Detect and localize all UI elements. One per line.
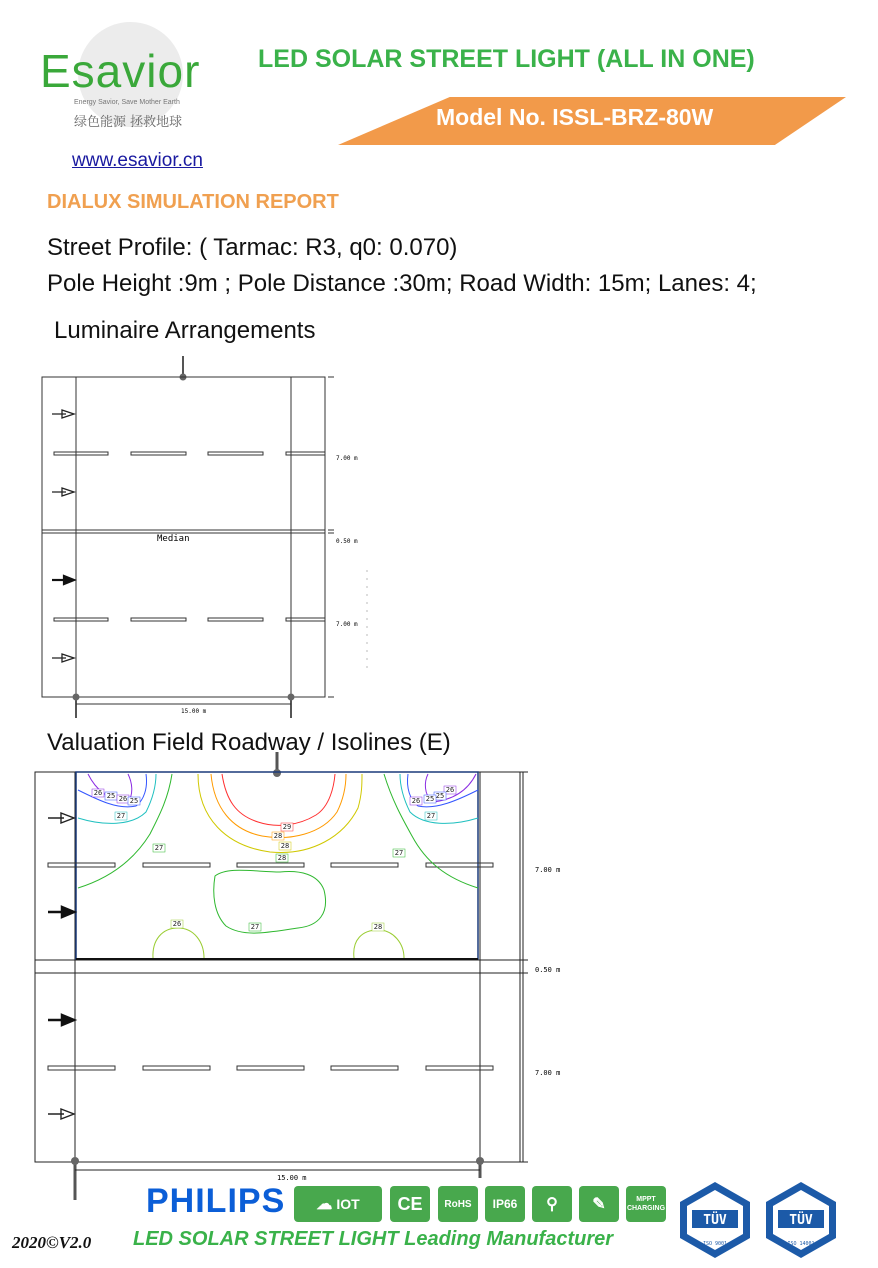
svg-text:ISO 14001: ISO 14001 bbox=[787, 1241, 815, 1247]
company-logo: Esavior bbox=[40, 45, 201, 97]
isoline-label: 26 bbox=[172, 920, 182, 928]
isoline-label: 26 bbox=[445, 786, 455, 794]
dim-width: 15.00 m bbox=[277, 1174, 307, 1182]
arrangement-heading: Luminaire Arrangements bbox=[54, 317, 316, 344]
model-number: Model No. ISSL-BRZ-80W bbox=[436, 104, 714, 130]
isoline-label: 28 bbox=[280, 842, 290, 850]
dim-lane-top: 7.00 m bbox=[336, 455, 358, 462]
direction-arrow-bold-icon bbox=[48, 907, 74, 1025]
isoline-label: 28 bbox=[277, 854, 287, 862]
isoline-label: 27 bbox=[250, 923, 260, 931]
isoline-label: 27 bbox=[154, 844, 164, 852]
dim-lane-top: 7.00 m bbox=[535, 866, 561, 874]
isoline-label: 27 bbox=[426, 812, 436, 820]
direction-arrow-icon bbox=[48, 813, 74, 1119]
isoline-label: 25 bbox=[425, 795, 435, 803]
ce-badge: CE bbox=[390, 1186, 430, 1222]
ip66-badge: IP66 bbox=[485, 1186, 525, 1222]
logo-chinese-slogan: 绿色能源 拯救地球 bbox=[74, 115, 183, 130]
isoline-label: 29 bbox=[282, 823, 292, 831]
mppt-badge: MPPT CHARGING bbox=[626, 1186, 666, 1222]
svg-text:TÜV: TÜV bbox=[789, 1213, 813, 1228]
dim-lane-bottom: 7.00 m bbox=[336, 621, 358, 628]
isoline-label: 28 bbox=[373, 923, 383, 931]
rohs-badge: RoHS bbox=[438, 1186, 478, 1222]
median-label: Median bbox=[157, 534, 190, 544]
motion-sensor-icon: ⚲ bbox=[532, 1186, 572, 1222]
isoline-labels bbox=[92, 786, 456, 931]
footer-tagline: LED SOLAR STREET LIGHT Leading Manufacturer bbox=[133, 1228, 614, 1250]
page-title: LED SOLAR STREET LIGHT (ALL IN ONE) bbox=[258, 45, 755, 73]
cloud-wifi-icon: ☁ bbox=[316, 1196, 333, 1213]
pole-icon bbox=[71, 1157, 79, 1165]
isoline-label: 26 bbox=[411, 797, 421, 805]
dim-median: 0.50 m bbox=[336, 538, 358, 545]
isoline-label: 27 bbox=[394, 849, 404, 857]
isoline-label: 27 bbox=[116, 812, 126, 820]
valuation-heading: Valuation Field Roadway / Isolines (E) bbox=[47, 729, 451, 756]
street-profile: Street Profile: ( Tarmac: R3, q0: 0.070) bbox=[47, 234, 458, 261]
isoline-label: 25 bbox=[106, 792, 116, 800]
pole-icon bbox=[476, 1157, 484, 1165]
dim-width: 15.00 m bbox=[181, 708, 207, 715]
report-title: DIALUX SIMULATION REPORT bbox=[47, 191, 339, 213]
isoline-label: 25 bbox=[435, 792, 445, 800]
tuv-iso14001-icon bbox=[762, 1180, 840, 1260]
isoline-label: 26 bbox=[118, 795, 128, 803]
tuv-iso9001-icon bbox=[676, 1180, 754, 1260]
isoline-label: 26 bbox=[93, 789, 103, 797]
dim-lane-bottom: 7.00 m bbox=[535, 1069, 561, 1077]
philips-logo: PHILIPS bbox=[146, 1182, 286, 1220]
lane-markings-bottom bbox=[48, 1066, 493, 1070]
website-link[interactable]: www.esavior.cn bbox=[72, 150, 203, 171]
dim-median: 0.50 m bbox=[535, 966, 561, 974]
isoline-label: 28 bbox=[273, 832, 283, 840]
isoline-label: 25 bbox=[129, 797, 139, 805]
pole-info: Pole Height :9m ; Pole Distance :30m; Road Width: 15m; Lanes: 4; bbox=[47, 270, 757, 297]
logo-tagline: Energy Savior, Save Mother Earth bbox=[74, 99, 180, 106]
remote-control-icon: ✎ bbox=[579, 1186, 619, 1222]
svg-text:ISO 9001: ISO 9001 bbox=[702, 1241, 728, 1247]
lane-markings-top bbox=[48, 863, 493, 867]
copyright-version: 2020©V2.0 bbox=[12, 1233, 92, 1252]
iot-badge: ☁ IOT bbox=[294, 1186, 382, 1222]
svg-text:TÜV: TÜV bbox=[703, 1213, 727, 1228]
